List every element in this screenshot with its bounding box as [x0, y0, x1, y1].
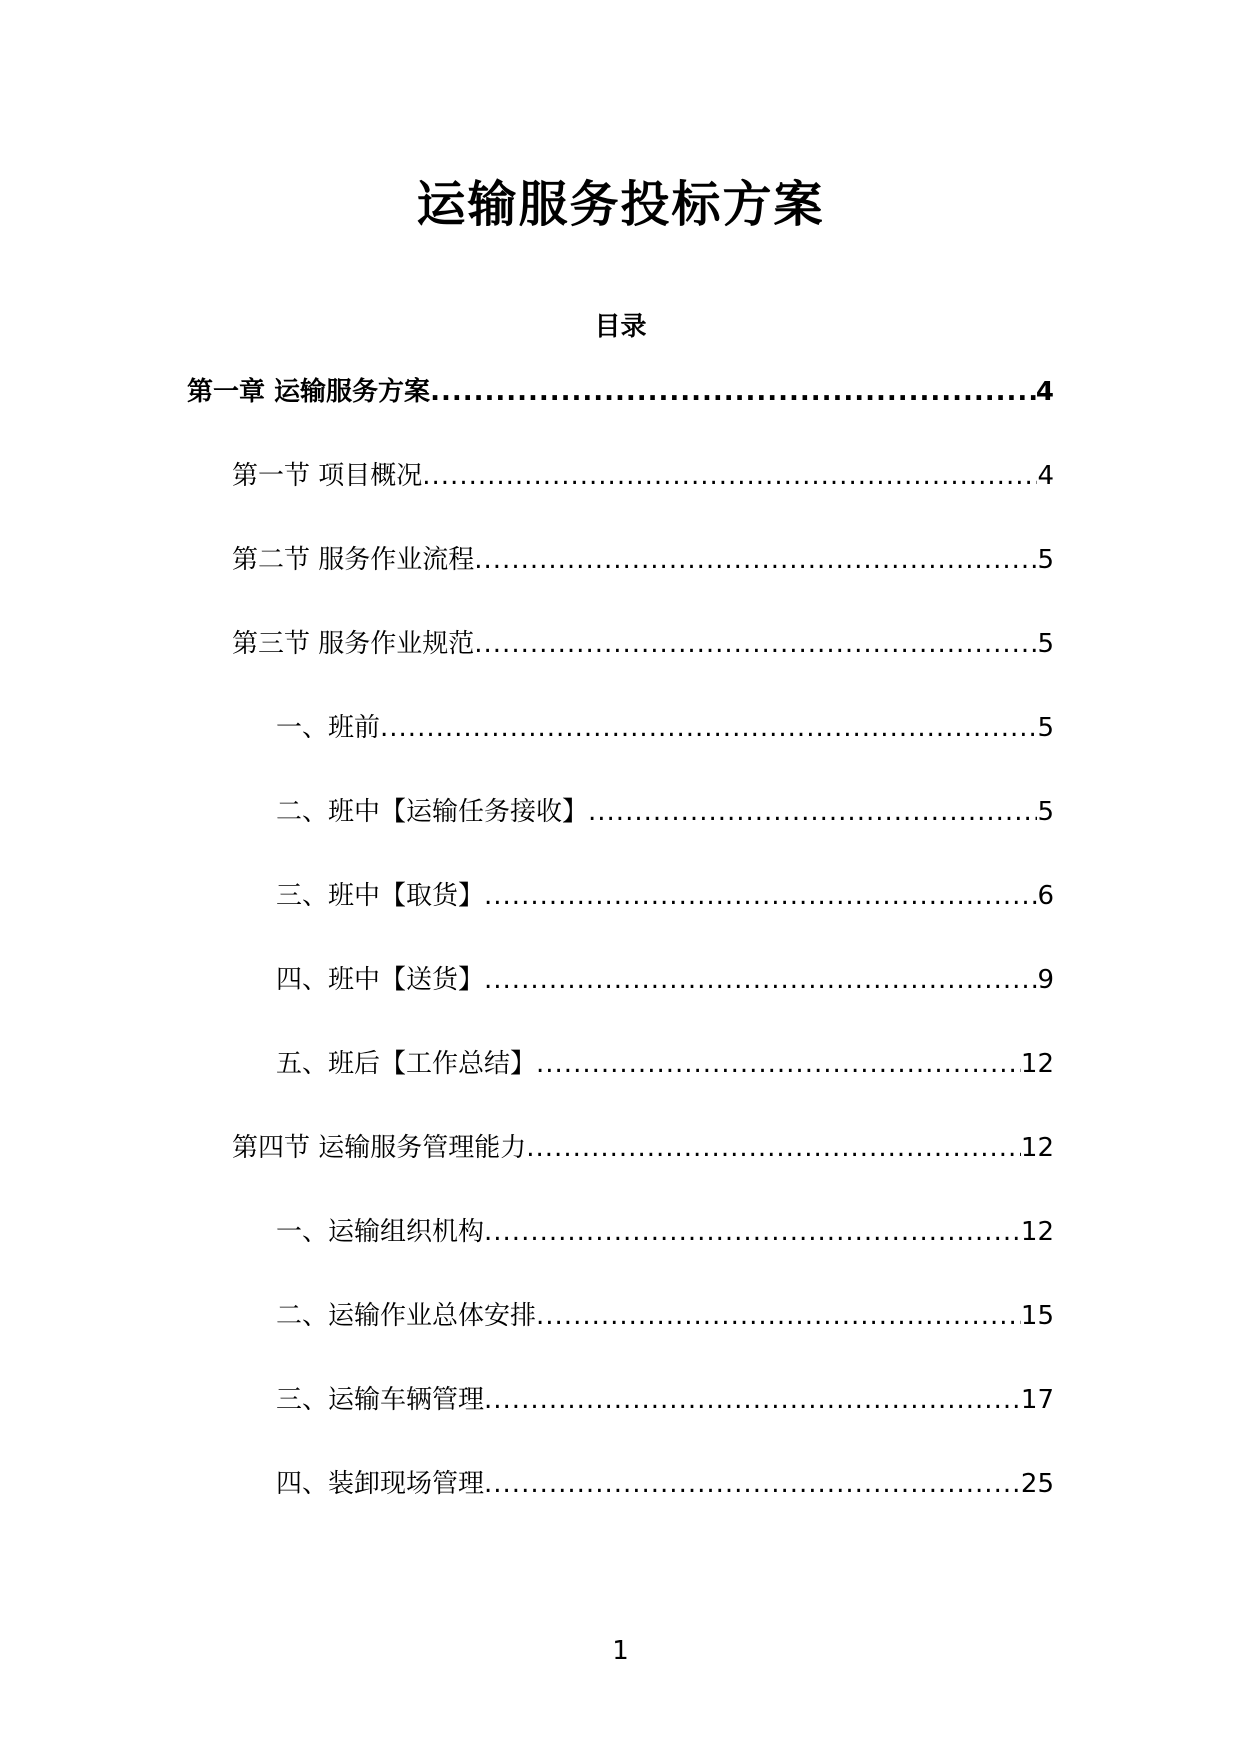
- toc-entry-text: 三、运输车辆管理: [276, 1385, 485, 1415]
- toc-entry-page: 6: [1037, 881, 1054, 911]
- document-title: 运输服务投标方案: [416, 176, 825, 233]
- toc-entry-page: 15: [1020, 1301, 1054, 1331]
- toc-entry-text: 二、班中【运输任务接收】: [276, 797, 589, 827]
- toc-leader-dots: [536, 1301, 1021, 1332]
- toc-leader-dots: [484, 1469, 1021, 1500]
- toc-entry-page: 4: [1035, 377, 1054, 407]
- toc-entry-page: 5: [1037, 629, 1054, 659]
- toc-entry-text: 第三节 服务作业规范: [232, 629, 475, 659]
- toc-entry-page: 5: [1037, 797, 1054, 827]
- toc-heading: 目录: [594, 312, 647, 342]
- toc-leader-dots: [430, 377, 1036, 408]
- toc-entry-text: 第二节 服务作业流程: [232, 545, 475, 575]
- toc-entry-item[interactable]: [276, 965, 1054, 996]
- toc-entry-section-2[interactable]: [232, 545, 1054, 576]
- toc-entry-text: 一、班前: [276, 713, 381, 743]
- toc-leader-dots: [526, 1133, 1021, 1164]
- toc-entry-page: 5: [1037, 713, 1054, 743]
- toc-entry-section-3[interactable]: [232, 629, 1054, 660]
- toc-entry-text: 第一节 项目概况: [232, 461, 423, 491]
- toc-entry-page: 12: [1020, 1217, 1054, 1247]
- toc-leader-dots: [536, 1049, 1021, 1080]
- toc-entry-item[interactable]: [276, 1469, 1054, 1500]
- toc-entry-chapter-1[interactable]: [187, 377, 1054, 408]
- toc-entry-item[interactable]: [276, 713, 1054, 744]
- toc-entry-section-4[interactable]: [232, 1133, 1054, 1164]
- toc-entry-item[interactable]: [276, 797, 1054, 828]
- toc-leader-dots: [484, 1217, 1021, 1248]
- toc-entry-item[interactable]: [276, 1049, 1054, 1080]
- toc-leader-dots: [588, 797, 1037, 828]
- toc-entry-text: 三、班中【取货】: [276, 881, 485, 911]
- toc-entry-text: 四、装卸现场管理: [276, 1469, 485, 1499]
- toc-leader-dots: [380, 713, 1037, 744]
- toc-leader-dots: [484, 1385, 1021, 1416]
- toc-entry-page: 12: [1020, 1133, 1054, 1163]
- toc-leader-dots: [422, 461, 1037, 492]
- toc-entry-text: 一、运输组织机构: [276, 1217, 485, 1247]
- toc-entry-page: 5: [1037, 545, 1054, 575]
- toc-leader-dots: [474, 629, 1037, 660]
- toc-entry-section-1[interactable]: [232, 461, 1054, 492]
- toc-entry-item[interactable]: [276, 1301, 1054, 1332]
- toc-entry-page: 12: [1020, 1049, 1054, 1079]
- toc-entry-page: 17: [1020, 1385, 1054, 1415]
- toc-entry-item[interactable]: [276, 881, 1054, 912]
- toc-entry-page: 9: [1037, 965, 1054, 995]
- toc-leader-dots: [484, 881, 1037, 912]
- toc-entry-item[interactable]: [276, 1217, 1054, 1248]
- toc-leader-dots: [474, 545, 1037, 576]
- toc-entry-text: 五、班后【工作总结】: [276, 1049, 537, 1079]
- toc-entry-text: 二、运输作业总体安排: [276, 1301, 537, 1331]
- toc-entry-text: 第一章 运输服务方案: [187, 377, 431, 407]
- toc-entry-page: 4: [1037, 461, 1054, 491]
- toc-entry-text: 第四节 运输服务管理能力: [232, 1133, 527, 1163]
- toc-entry-item[interactable]: [276, 1385, 1054, 1416]
- toc-leader-dots: [484, 965, 1037, 996]
- page-number: 1: [612, 1636, 629, 1666]
- toc-entry-page: 25: [1020, 1469, 1054, 1499]
- toc-entry-text: 四、班中【送货】: [276, 965, 485, 995]
